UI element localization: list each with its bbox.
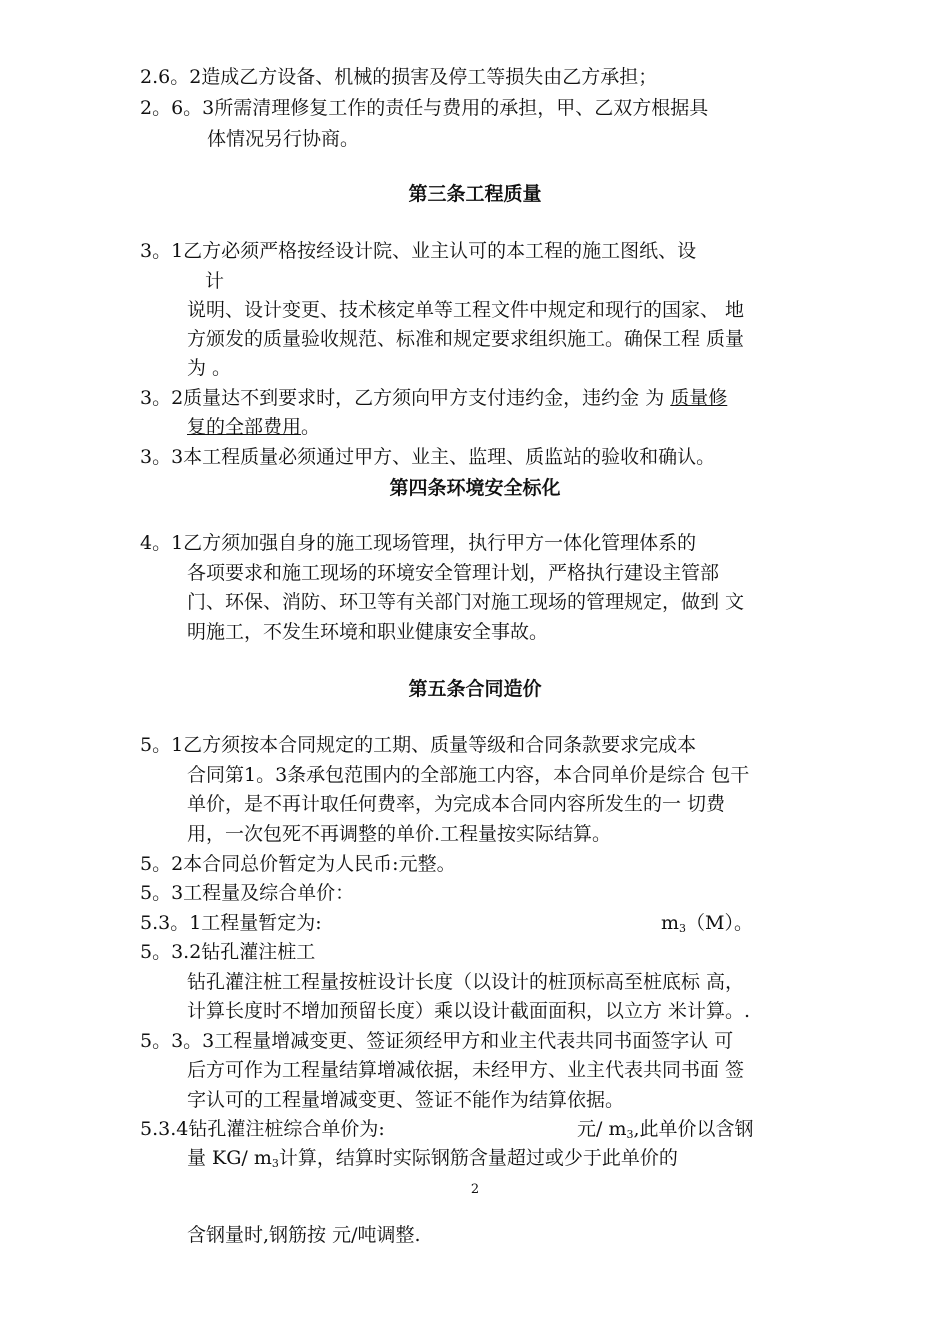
clause-4-1-line2: 各项要求和施工现场的环境安全管理计划，严格执行建设主管部	[187, 562, 720, 584]
clause-3-1-line5: 为 。	[187, 357, 232, 379]
clause-3-2-underlined-2: 复的全部费用	[187, 416, 302, 438]
unit-suffix: （M）。	[686, 912, 753, 934]
section-4-heading: 第四条环境安全标化	[389, 477, 561, 499]
clause-5-1-line4: 用，一次包死不再调整的单价.工程量按实际结算。	[187, 823, 612, 845]
next-page-line: 含钢量时,钢筋按 元/吨调整.	[187, 1224, 421, 1246]
price-unit-sub-3: 3	[626, 1128, 634, 1141]
clause-3-1-line4: 方颁发的质量验收规范、标准和规定要求组织施工。确保工程 质量	[187, 328, 745, 350]
clause-4-1-line1: 4。1乙方须加强自身的施工现场管理，执行甲方一体化管理体系的	[140, 532, 697, 554]
clause-5-3-2-line3: 计算长度时不增加预留长度）乘以设计截面面积，以立方 米计算。.	[187, 1000, 751, 1022]
clause-3-2-underlined-1: 质量修	[670, 387, 728, 409]
clause-3-2-line1	[140, 385, 727, 411]
clause-5-1-line1: 5。1乙方须按本合同规定的工期、质量等级和合同条款要求完成本	[140, 734, 697, 756]
clause-3-1-line1: 3。1乙方必须严格按经设计院、业主认可的本工程的施工图纸、设	[140, 240, 697, 262]
clause-5-3-1-label: 5.3。1工程量暂定为:	[140, 912, 322, 934]
price-unit-suffix: ,此单价以含钢	[633, 1118, 754, 1140]
clause-5-1-line2: 合同第1。3条承包范围内的全部施工内容，本合同单价是综合 包干	[187, 764, 750, 786]
clause-5-3: 5。3工程量及综合单价：	[140, 882, 355, 904]
clause-3-1-line2: 计	[205, 270, 225, 292]
clause-5-2: 5。2本合同总价暂定为人民币:元整。	[140, 853, 456, 875]
clause-3-3: 3。3本工程质量必须通过甲方、业主、监理、质监站的验收和确认。	[140, 446, 716, 468]
section-3-heading: 第三条工程质量	[408, 183, 542, 205]
clause-2-6-2: 2.6。2造成乙方设备、机械的损害及停工等损失由乙方承担；	[140, 66, 658, 88]
price-unit: 元/ m	[577, 1118, 627, 1140]
clause-3-1-line3: 说明、设计变更、技术核定单等工程文件中规定和现行的国家、 地	[187, 299, 745, 321]
section-5-heading: 第五条合同造价	[408, 678, 542, 700]
clause-5-3-4-unit	[577, 1116, 754, 1148]
clause-2-6-3-line2: 体情况另行协商。	[207, 128, 360, 150]
clause-3-2-line2	[187, 414, 320, 440]
unit-m: m	[661, 912, 680, 934]
clause-3-2-text: 3。2质量达不到要求时，乙方须向甲方支付违约金，违约金 为	[140, 387, 671, 409]
clause-5-3-2-line2: 钻孔灌注桩工程量按桩设计长度（以设计的桩顶标高至桩底标 高，	[187, 971, 745, 993]
steel-unit-suffix: 计算，结算时实际钢筋含量超过或少于此单价的	[278, 1147, 678, 1169]
clause-5-3-4-label: 5.3.4钻孔灌注桩综合单价为:	[140, 1118, 385, 1140]
clause-3-2-end: 。	[301, 416, 321, 438]
steel-unit: 量 KG/ m	[187, 1147, 272, 1169]
clause-5-3-3-line1: 5。3。3工程量增减变更、签证须经甲方和业主代表共同书面签字认 可	[140, 1030, 734, 1052]
clause-5-3-1-unit	[661, 910, 753, 942]
unit-sub-3: 3	[679, 922, 687, 935]
clause-5-3-3-line3: 字认可的工程量增减变更、签证不能作为结算依据。	[187, 1089, 625, 1111]
clause-5-3-4-line2	[187, 1145, 678, 1177]
steel-unit-sub-3: 3	[271, 1157, 279, 1170]
clause-5-3-3-line2: 后方可作为工程量结算增减依据，未经甲方、业主代表共同书面 签	[187, 1059, 745, 1081]
clause-5-1-line3: 单价，是不再计取任何费率，为完成本合同内容所发生的一 切费	[187, 793, 726, 815]
page-number: 2	[470, 1182, 480, 1197]
clause-2-6-3-line1: 2。6。3所需清理修复工作的责任与费用的承担，甲、乙双方根据具	[140, 97, 709, 119]
clause-4-1-line4: 明施工，不发生环境和职业健康安全事故。	[187, 621, 549, 643]
clause-4-1-line3: 门、环保、消防、环卫等有关部门对施工现场的管理规定，做到 文	[187, 591, 745, 613]
clause-5-3-2-line1: 5。3.2钻孔灌注桩工	[140, 941, 316, 963]
